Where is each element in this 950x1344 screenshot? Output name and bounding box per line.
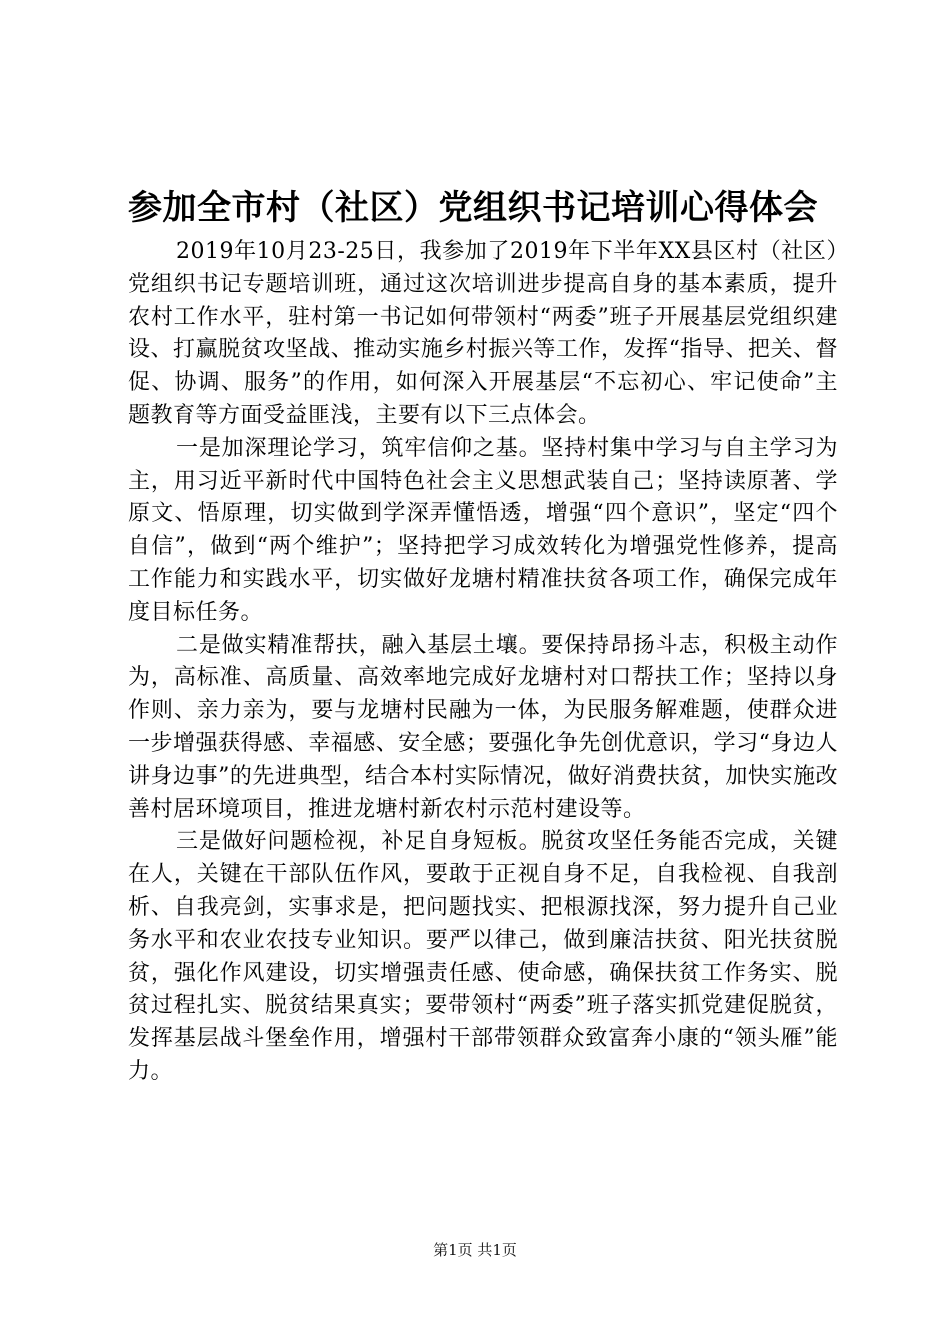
paragraph-point-three: 三是做好问题检视，补足自身短板。脱贫攻坚任务能否完成，关键在人，关键在干部队伍作风，要敢于正视自身不足，自我检视、自我剖析、自我亮剑，实事求是，把问题找实、把根源找深，努力提升自己业务水平和农业农技专业知识。要严以律己，做到廉洁扶贫、阳光扶贫脱贫，强化作风建设，切实增强责任感、使命感，确保扶贫工作务实、脱贫过程扎实、脱贫结果真实；要带领村“两委”班子落实抓党建促脱贫，发挥基层战斗堡垒作用，增强村干部带领群众致富奔小康的“领头雁”能力。 xyxy=(128,829,838,1084)
paragraph-point-one: 一是加深理论学习，筑牢信仰之基。坚持村集中学习与自主学习为主，用习近平新时代中国特色社会主义思想武装自己；坚持读原著、学原文、悟原理，切实做到学深弄懂悟透，增强“四个意识”，坚定“四个自信”，做到“两个维护”；坚持把学习成效转化为增强党性修养，提高工作能力和实践水平，切实做好龙塘村精准扶贫各项工作，确保完成年度目标任务。 xyxy=(128,435,838,625)
document-title: 参加全市村（社区）党组织书记培训心得体会 xyxy=(128,188,818,228)
paragraph-intro: 2019年10月23-25日，我参加了2019年下半年XX县区村（社区）党组织书记专题培训班，通过这次培训进步提高自身的基本素质，提升农村工作水平，驻村第一书记如何带领村“两委”班子开展基层党组织建设、打赢脱贫攻坚战、推动实施乡村振兴等工作，发挥“指导、把关、督促、协调、服务”的作用，如何深入开展基层“不忘初心、牢记使命”主题教育等方面受益匪浅，主要有以下三点体会。 xyxy=(128,239,838,428)
document-body xyxy=(128,236,838,1089)
paragraph-point-two: 二是做实精准帮扶，融入基层土壤。要保持昂扬斗志，积极主动作为，高标准、高质量、高效率地完成好龙塘村对口帮扶工作；坚持以身作则、亲力亲为，要与龙塘村民融为一体，为民服务解难题，使群众进一步增强获得感、幸福感、安全感；要强化争先创优意识，学习“身边人讲身边事”的先进典型，结合本村实际情况，做好消费扶贫，加快实施改善村居环境项目，推进龙塘村新农村示范村建设等。 xyxy=(128,632,838,822)
page-number-footer: 第1页 共1页 xyxy=(433,1241,517,1259)
